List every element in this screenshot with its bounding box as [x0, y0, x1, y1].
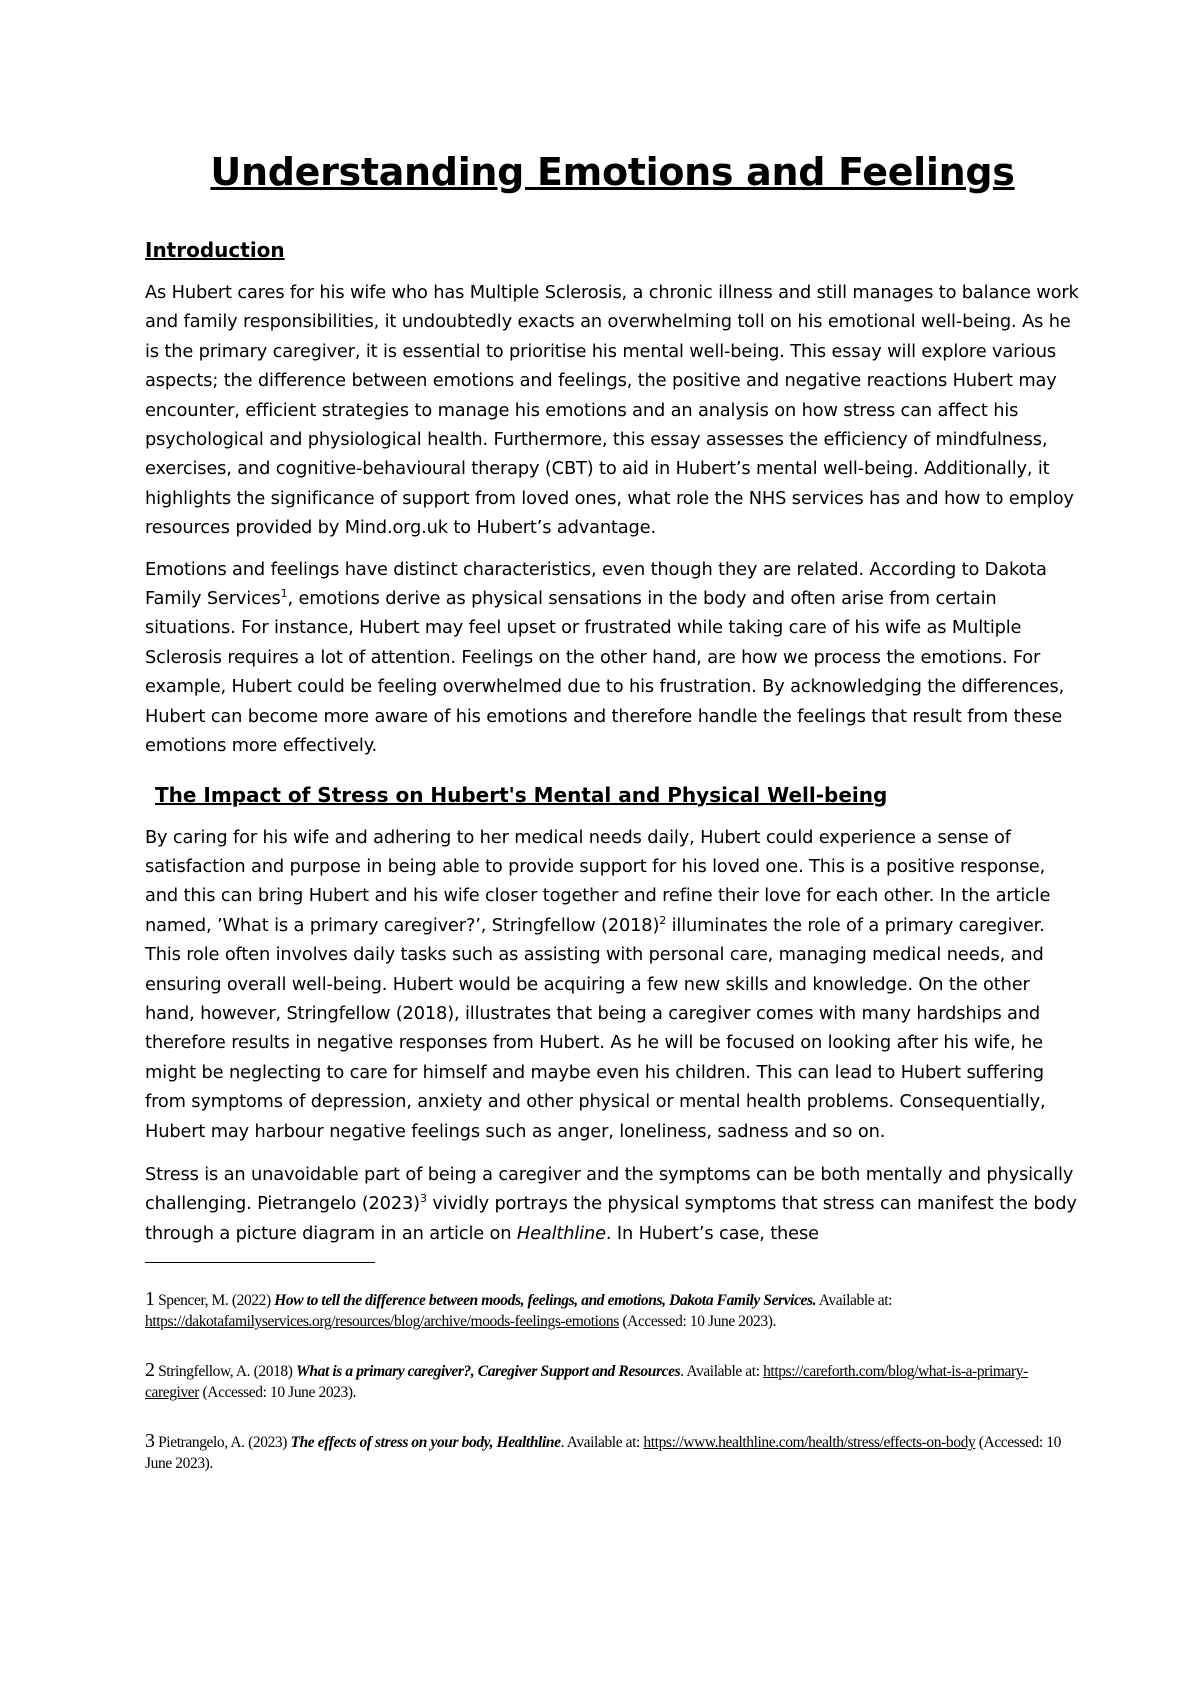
paragraph-intro: As Hubert cares for his wife who has Multiple Sclerosis, a chronic illness and still manages to balance work and family responsibilities, it undoubtedly exacts an overwhelming toll on his emotional well-being. As he is the primary caregiver, it is essential to prioritise his mental well-being. This essay will explore various aspects; the difference between emotions and feelings, the positive and negative reactions Hubert may encounter, efficient strategies to manage his emotions and an analysis on how stress can affect his psychological and physiological health. Furthermore, this essay assesses the efficiency of mindfulness, exercises, and cognitive-behavioural therapy (CBT) to aid in Hubert’s mental well-being. Additionally, it highlights the significance of support from loved ones, what role the NHS services has and how to employ resources provided by Mind.org.uk to Hubert’s advantage. — [145, 282, 1079, 539]
footnote-separator — [145, 1262, 375, 1263]
paragraph-text: . In Hubert’s case, these — [605, 1222, 819, 1244]
paragraph-text: illuminates the role of a primary caregiver. This role often involves daily tasks such as assisting with personal care, managing medical needs, and ensuring overall well-being. Hubert would be acquiring a few new skills and knowledge. On the other hand, however, Stringfellow (2018), illustrates that being a caregiver comes with many hardships and therefore results in negative responses from Hubert. As he will be focused on looking after his wife, he might be neglecting to care for himself and maybe even his children. This can lead to Hubert suffering from symptoms of depression, anxiety and other physical or mental health problems. Consequentially, Hubert may harbour negative feelings such as anger, loneliness, sadness and so on. — [145, 914, 1046, 1142]
paragraph-text: By caring for his wife and adhering to her medical needs daily, Hubert could experience a sense of satisfaction and purpose in being able to provide support for his loved one. This is a positive response, and this can bring Hubert and his wife closer together and refine their love for each other. In the article named, ’What is a primary caregiver?’, Stringfellow (2018) — [145, 826, 1051, 936]
footnote-available: . Available at: — [680, 1363, 764, 1381]
footnote-accessed: (Accessed: 10 June 2023). — [618, 1313, 776, 1331]
paragraph-text: Stress is an unavoidable part of being a caregiver and the symptoms can be both mentally and physically challenging. Pietrangelo (2023) — [145, 1163, 1074, 1215]
footnote-ref-3: 3 — [419, 1192, 427, 1206]
footnote-link[interactable]: https://dakotafamilyservices.org/resources/blog/archive/moods-feelings-emotions — [145, 1313, 619, 1331]
footnote-title: The effects of stress on your body, Healthline — [290, 1434, 561, 1452]
footnote-available: Available at: — [816, 1292, 893, 1310]
footnote-1 — [145, 1289, 1080, 1332]
footnote-author: Spencer, M. (2022) — [154, 1292, 275, 1310]
section-heading-stress-impact: The Impact of Stress on Hubert's Mental and Physical Well-being — [155, 782, 888, 807]
footnote-title: How to tell the difference between moods, feelings, and emotions, Dakota Family Services. — [274, 1292, 817, 1310]
paragraph-text: , emotions derive as physical sensations in the body and often arise from certain situations. For instance, Hubert may feel upset or frustrated while taking care of his wife as Multiple Sclerosis requires a lot of attention. Feelings on the other hand, are how we process the emotions. For example, Hubert could be feeling overwhelmed due to his frustration. By acknowledging the differences, Hubert can become more aware of his emotions and therefore handle the feelings that result from these emotions more effectively. — [145, 588, 1065, 757]
footnote-link[interactable]: https://careforth.com/blog/what-is-a-primary-caregiver — [145, 1363, 1028, 1402]
footnote-author: Stringfellow, A. (2018) — [154, 1363, 297, 1381]
footnote-link[interactable]: https://www.healthline.com/health/stress/effects-on-body — [643, 1434, 976, 1452]
paragraph-text: vividly portrays the physical symptoms that stress can manifest the body through a picture diagram in an article on — [145, 1193, 1077, 1244]
healthline-emphasis: Healthline — [516, 1222, 606, 1244]
footnote-number: 1 — [145, 1288, 155, 1311]
footnote-accessed: (Accessed: 10 June 2023). — [145, 1434, 1061, 1473]
introduction-heading: Introduction — [145, 238, 285, 262]
footnote-2 — [145, 1360, 1080, 1403]
footnote-number: 2 — [145, 1359, 155, 1382]
footnote-accessed: (Accessed: 10 June 2023). — [199, 1384, 357, 1402]
document-title: Understanding Emotions and Feelings — [210, 150, 1015, 194]
footnote-title: What is a primary caregiver?, Caregiver Support and Resources — [296, 1363, 681, 1381]
footnote-3 — [145, 1431, 1080, 1474]
footnote-author: Pietrangelo, A. (2023) — [154, 1434, 291, 1452]
paragraph-caregiver-responses — [145, 823, 1080, 1146]
footnote-available: . Available at: — [560, 1434, 644, 1452]
footnote-ref-2: 2 — [659, 913, 667, 927]
footnote-ref-1: 1 — [280, 587, 288, 601]
paragraph-text: Emotions and feelings have distinct characteristics, even though they are related. According to Dakota Family Services — [145, 558, 1047, 610]
paragraph-stress-symptoms — [145, 1160, 1080, 1248]
paragraph-emotions-feelings — [145, 555, 1080, 761]
footnote-number: 3 — [145, 1430, 155, 1453]
